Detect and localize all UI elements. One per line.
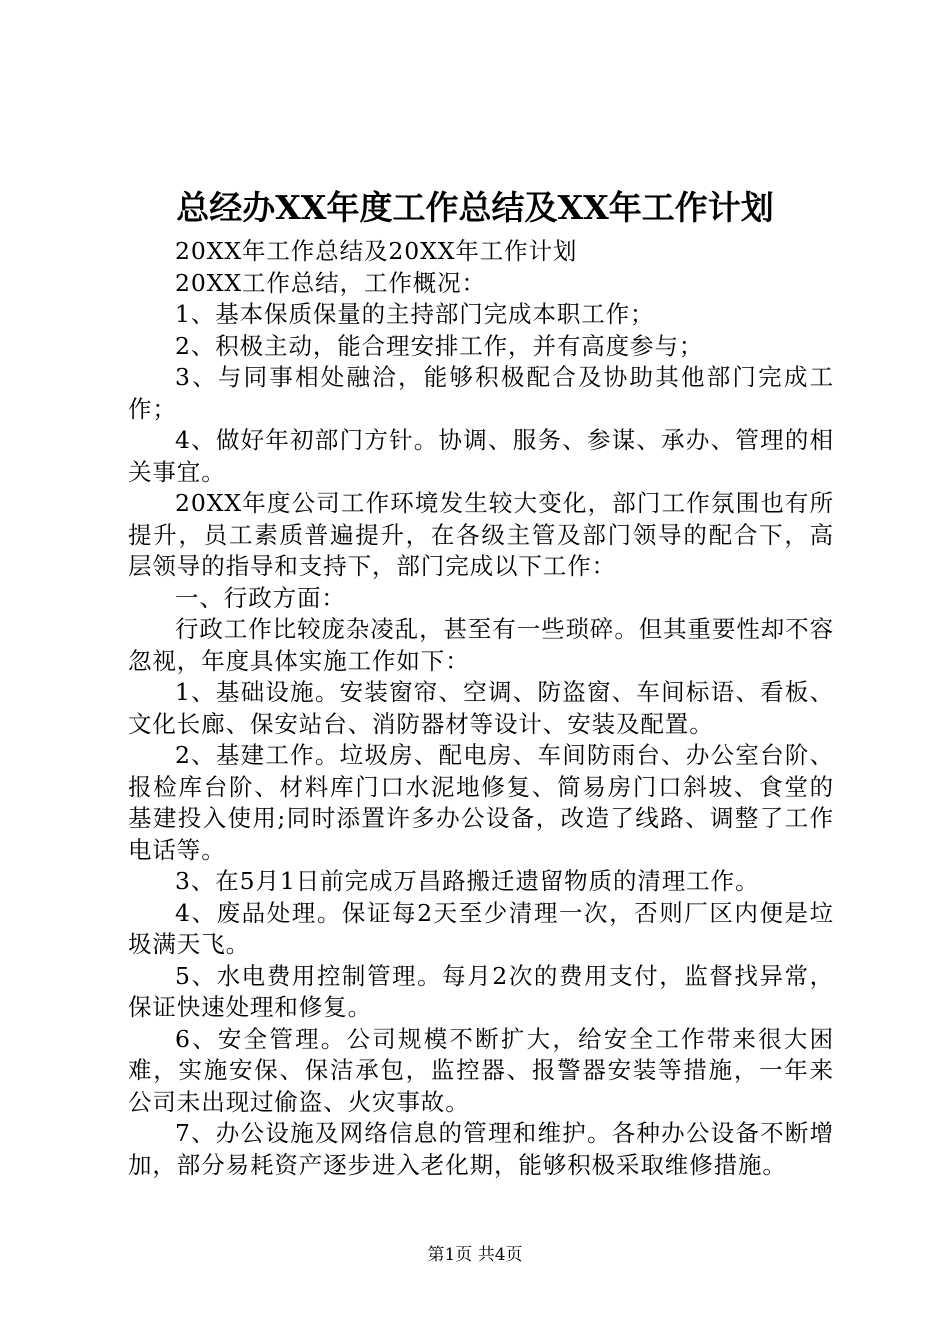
paragraph-item-4: 4、做好年初部门方针。协调、服务、参谋、承办、管理的相关事宜。	[128, 426, 834, 486]
paragraph-plan-heading: 20XX年工作总结及20XX年工作计划	[175, 237, 578, 265]
page-number-footer: 第1页 共4页	[427, 1245, 523, 1265]
section-heading-admin: 一、行政方面：	[175, 583, 346, 612]
paragraph-office-network: 7、办公设施及网络信息的管理和维护。各种办公设备不断增加，部分易耗资产逐步进入老化期，能够积极采取维修措施。	[128, 1119, 834, 1179]
paragraph-utilities: 5、水电费用控制管理。每月2次的费用支付，监督找异常，保证快速处理和修复。	[128, 961, 834, 1021]
document-title: 总经办XX年度工作总结及XX年工作计划	[176, 188, 774, 227]
paragraph-construction: 2、基建工作。垃圾房、配电房、车间防雨台、办公室台阶、报检库台阶、材料库门口水泥地修复、简易房门口斜坡、食堂的基建投入使用;同时添置许多办公设备，改造了线路、调整了工作电话等。	[128, 741, 834, 864]
paragraph-item-2: 2、积极主动，能合理安排工作，并有高度参与；	[175, 331, 704, 360]
paragraph-safety: 6、安全管理。公司规模不断扩大，给安全工作带来很大困难，实施安保、保洁承包，监控器、报警器安装等措施，一年来公司未出现过偷盗、火灾事故。	[128, 1024, 834, 1116]
paragraph-admin-intro: 行政工作比较庞杂凌乱，甚至有一些琐碎。但其重要性却不容忽视，年度具体实施工作如下：	[128, 615, 834, 675]
document-body	[128, 236, 834, 1181]
paragraph-environment: 20XX年度公司工作环境发生较大变化，部门工作氛围也有所提升，员工素质普遍提升，在各级主管及部门领导的配合下，高层领导的指导和支持下，部门完成以下工作：	[128, 489, 834, 580]
paragraph-summary-overview: 20XX工作总结，工作概况：	[175, 268, 486, 297]
paragraph-item-1: 1、基本保质保量的主持部门完成本职工作；	[175, 300, 655, 328]
paragraph-relocation: 3、在5月1日前完成万昌路搬迁遗留物质的清理工作。	[175, 867, 760, 895]
paragraph-waste: 4、废品处理。保证每2天至少清理一次，否则厂区内便是垃圾满天飞。	[128, 898, 834, 958]
paragraph-item-3: 3、与同事相处融洽，能够积极配合及协助其他部门完成工作；	[128, 363, 834, 423]
paragraph-infrastructure: 1、基础设施。安装窗帘、空调、防盗窗、车间标语、看板、文化长廊、保安站台、消防器材等设计、安装及配置。	[128, 678, 834, 738]
